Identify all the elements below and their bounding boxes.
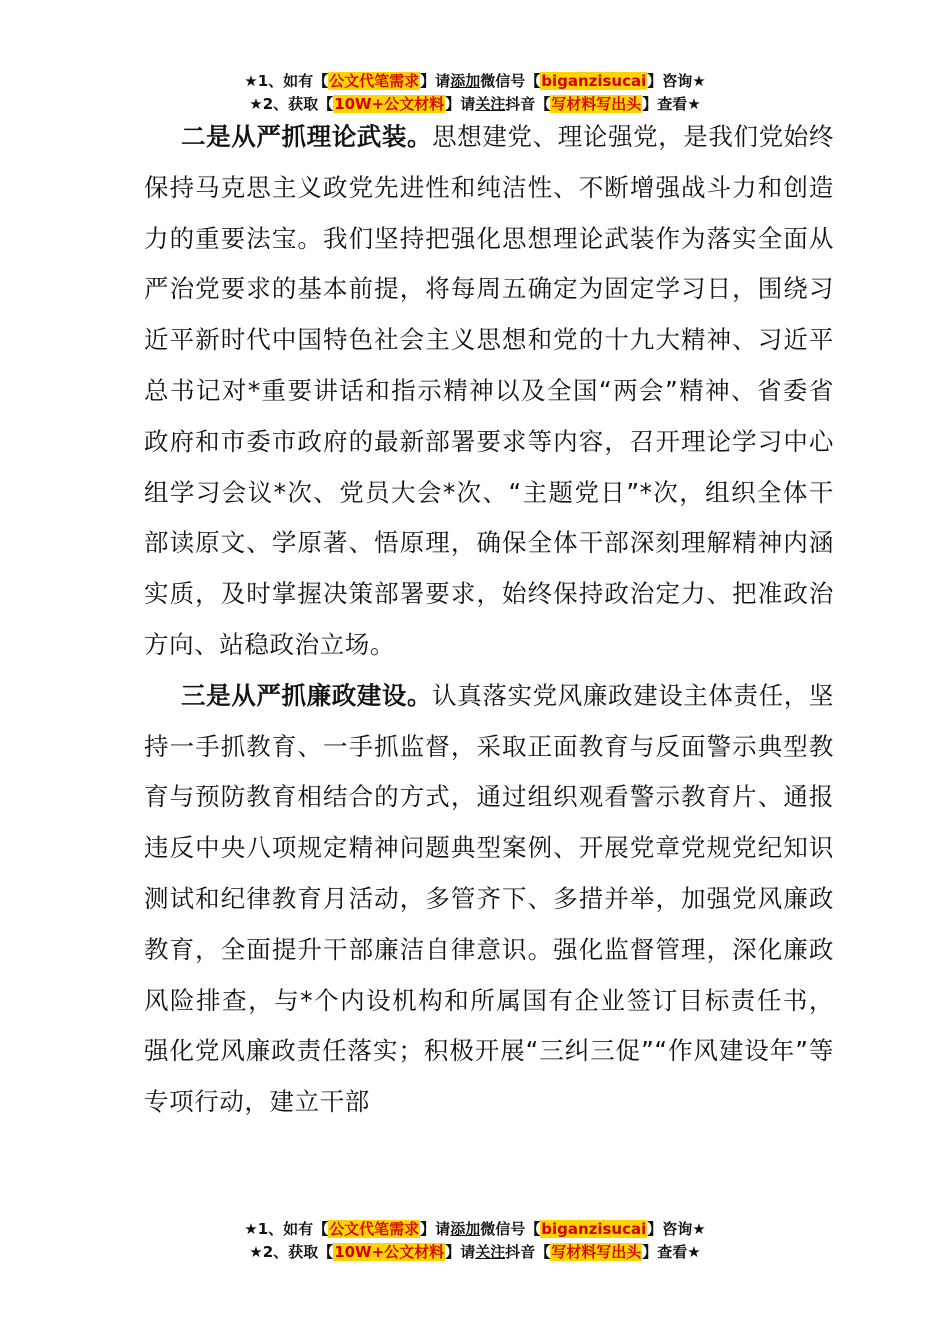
highlight-materials: 10W+公文材料 <box>334 95 445 113</box>
header-banner <box>0 70 950 116</box>
highlight-douyin-account: 写材料写出头 <box>551 95 642 113</box>
highlight-service: 公文代笔需求 <box>329 72 420 90</box>
footer-banner <box>0 1218 950 1264</box>
banner-line-2: ★2、获取【10W+公文材料】请关注抖音【写材料写出头】查看★ <box>249 95 701 113</box>
star-icon: ★ <box>249 95 263 113</box>
highlight-douyin-account: 写材料写出头 <box>551 1243 642 1261</box>
banner-line-1: ★1、如有【公文代笔需求】请添加微信号【biganzisucai】咨询★ <box>244 72 706 90</box>
paragraph-lead: 三是从严抓廉政建设。 <box>181 680 433 710</box>
star-icon: ★ <box>249 1243 263 1261</box>
banner-line-1: ★1、如有【公文代笔需求】请添加微信号【biganzisucai】咨询★ <box>244 1220 706 1238</box>
paragraph-lead: 二是从严抓理论武装。 <box>181 122 433 151</box>
document-body <box>144 112 834 1128</box>
highlight-wechat-id: biganzisucai <box>541 1220 647 1238</box>
highlight-service: 公文代笔需求 <box>329 1220 420 1238</box>
star-icon: ★ <box>244 1220 258 1238</box>
paragraph-integrity: 三是从严抓廉政建设。认真落实党风廉政建设主体责任，坚持一手抓教育、一手抓监督，采取正面教育与反面警示典型教育与预防教育相结合的方式，通过组织观看警示教育片、通报违反中央八项规定精神问题典型案例、开展党章党规党纪知识测试和纪律教育月活动，多管齐下、多措并举，加强党风廉政教育，全面提升干部廉洁自律意识。强化监督管理，深化廉政风险排查，与*个内设机构和所属国有企业签订目标责任书，强化党风廉政责任落实；积极开展“三纠三促”“作风建设年”等专项行动，建立干部 <box>144 680 835 1117</box>
highlight-materials: 10W+公文材料 <box>334 1243 445 1261</box>
paragraph-theory: 二是从严抓理论武装。思想建党、理论强党，是我们党始终保持马克思主义政党先进性和纯洁性、不断增强战斗力和创造力的重要法宝。我们坚持把强化思想理论武装作为落实全面从严治党要求的基本前提，将每周五确定为固定学习日，围绕习近平新时代中国特色社会主义思想和党的十九大精神、习近平总书记对*重要讲话和指示精神以及全国“两会”精神、省委省政府和市委市政府的最新部署要求等内容，召开理论学习中心组学习会议*次、党员大会*次、“主题党日”*次，组织全体干部读原文、学原著、悟原理，确保全体干部深刻理解精神内涵实质，及时掌握决策部署要求，始终保持政治定力、把准政治方向、站稳政治立场。 <box>144 122 835 659</box>
banner-line-2: ★2、获取【10W+公文材料】请关注抖音【写材料写出头】查看★ <box>249 1243 701 1261</box>
highlight-wechat-id: biganzisucai <box>541 72 647 90</box>
star-icon: ★ <box>244 72 258 90</box>
